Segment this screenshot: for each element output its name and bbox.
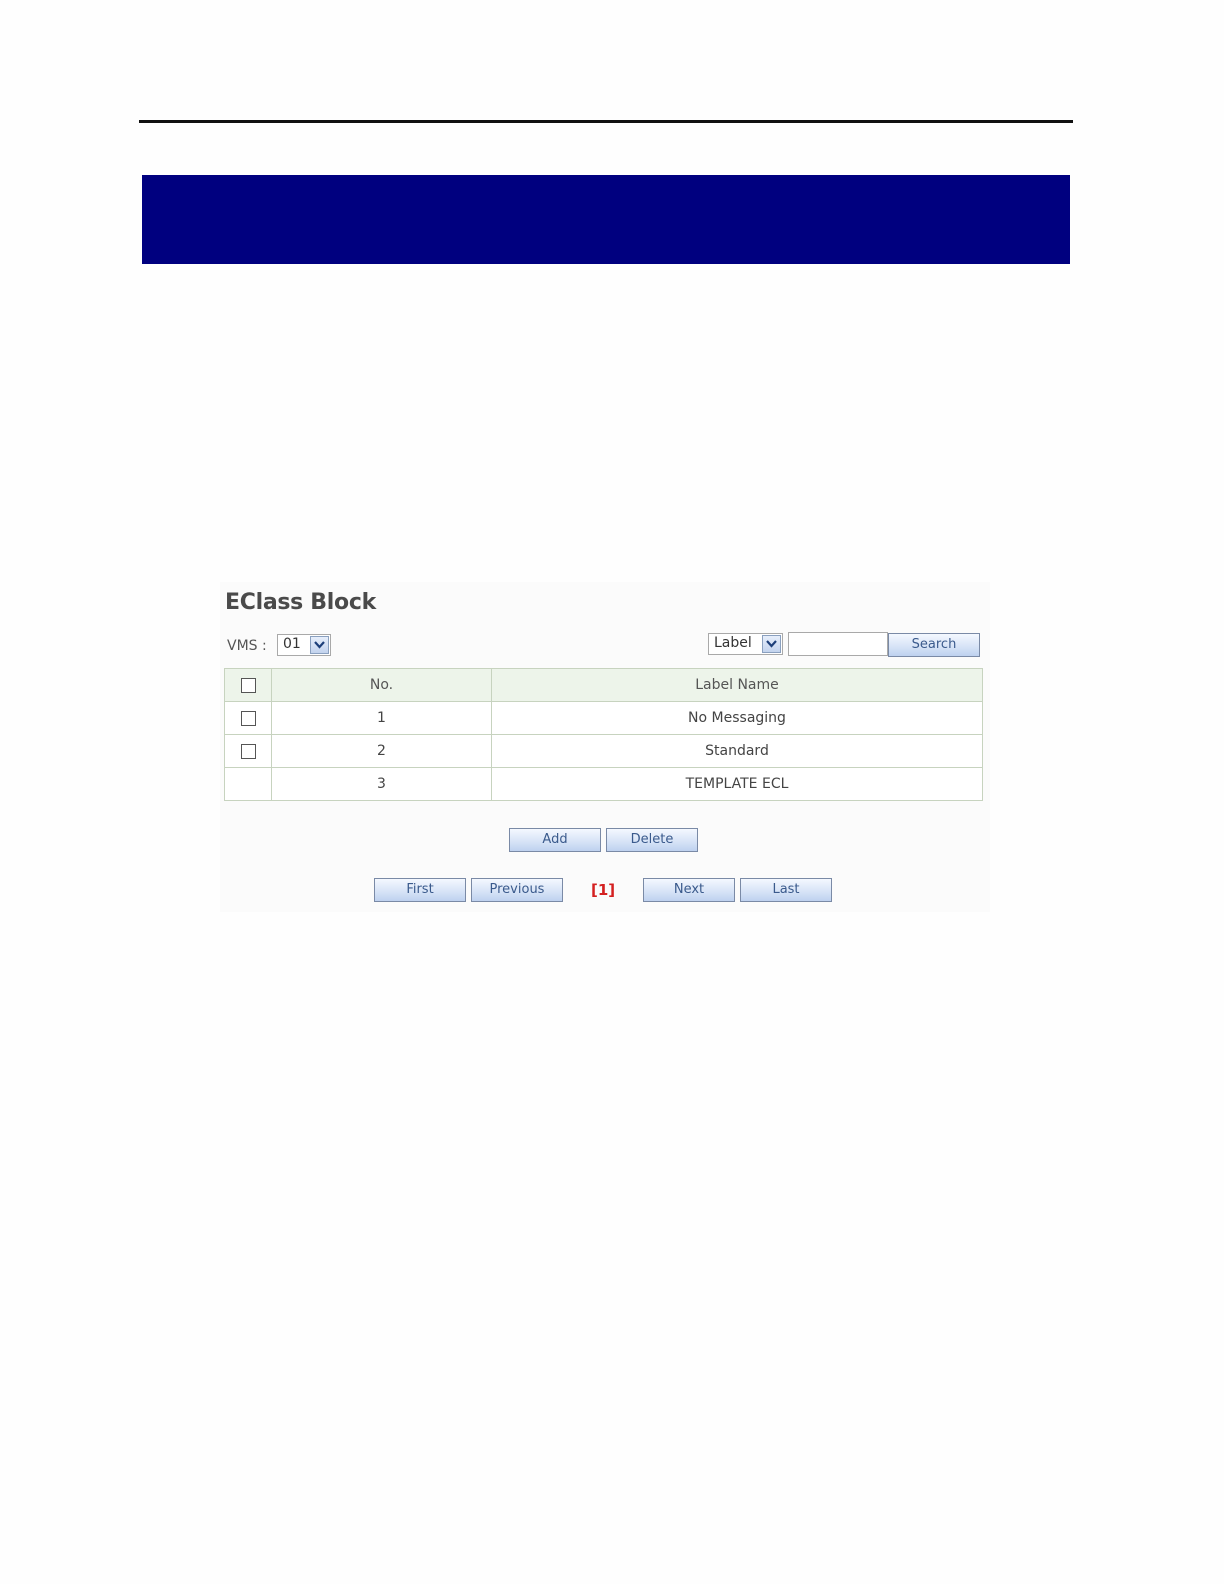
row-label-name[interactable]: No Messaging bbox=[492, 702, 983, 735]
row-no: 2 bbox=[272, 735, 492, 768]
row-checkbox[interactable] bbox=[241, 711, 256, 726]
row-check-cell bbox=[225, 702, 272, 735]
table-row bbox=[225, 735, 983, 768]
row-check-cell bbox=[225, 768, 272, 801]
add-button[interactable]: Add bbox=[509, 828, 601, 852]
row-label-name[interactable]: TEMPLATE ECL bbox=[492, 768, 983, 801]
row-label-name[interactable]: Standard bbox=[492, 735, 983, 768]
search-input[interactable] bbox=[788, 632, 888, 656]
search-button[interactable]: Search bbox=[888, 633, 980, 657]
row-no: 1 bbox=[272, 702, 492, 735]
table-header-row bbox=[225, 669, 983, 702]
delete-button[interactable]: Delete bbox=[606, 828, 698, 852]
table-row bbox=[225, 768, 983, 801]
column-header-label-name: Label Name bbox=[492, 669, 983, 702]
search-field-value: Label bbox=[714, 635, 752, 651]
vms-label: VMS : bbox=[227, 638, 267, 654]
table-row bbox=[225, 702, 983, 735]
top-divider bbox=[139, 120, 1073, 123]
chevron-down-icon[interactable] bbox=[310, 636, 329, 654]
page-title: EClass Block bbox=[225, 590, 376, 615]
select-all-cell bbox=[225, 669, 272, 702]
eclass-block-panel bbox=[220, 582, 990, 912]
row-no: 3 bbox=[272, 768, 492, 801]
title-banner bbox=[142, 175, 1070, 264]
current-page-indicator[interactable]: [1] bbox=[591, 881, 616, 899]
last-page-button[interactable]: Last bbox=[740, 878, 832, 902]
first-page-button[interactable]: First bbox=[374, 878, 466, 902]
vms-select-value: 01 bbox=[283, 636, 301, 652]
column-header-no: No. bbox=[272, 669, 492, 702]
select-all-checkbox[interactable] bbox=[241, 678, 256, 693]
previous-page-button[interactable]: Previous bbox=[471, 878, 563, 902]
vms-select[interactable] bbox=[277, 634, 331, 656]
row-check-cell bbox=[225, 735, 272, 768]
chevron-down-icon[interactable] bbox=[762, 635, 781, 653]
eclass-table bbox=[224, 668, 983, 801]
next-page-button[interactable]: Next bbox=[643, 878, 735, 902]
row-checkbox[interactable] bbox=[241, 744, 256, 759]
search-field-select[interactable] bbox=[708, 633, 783, 655]
